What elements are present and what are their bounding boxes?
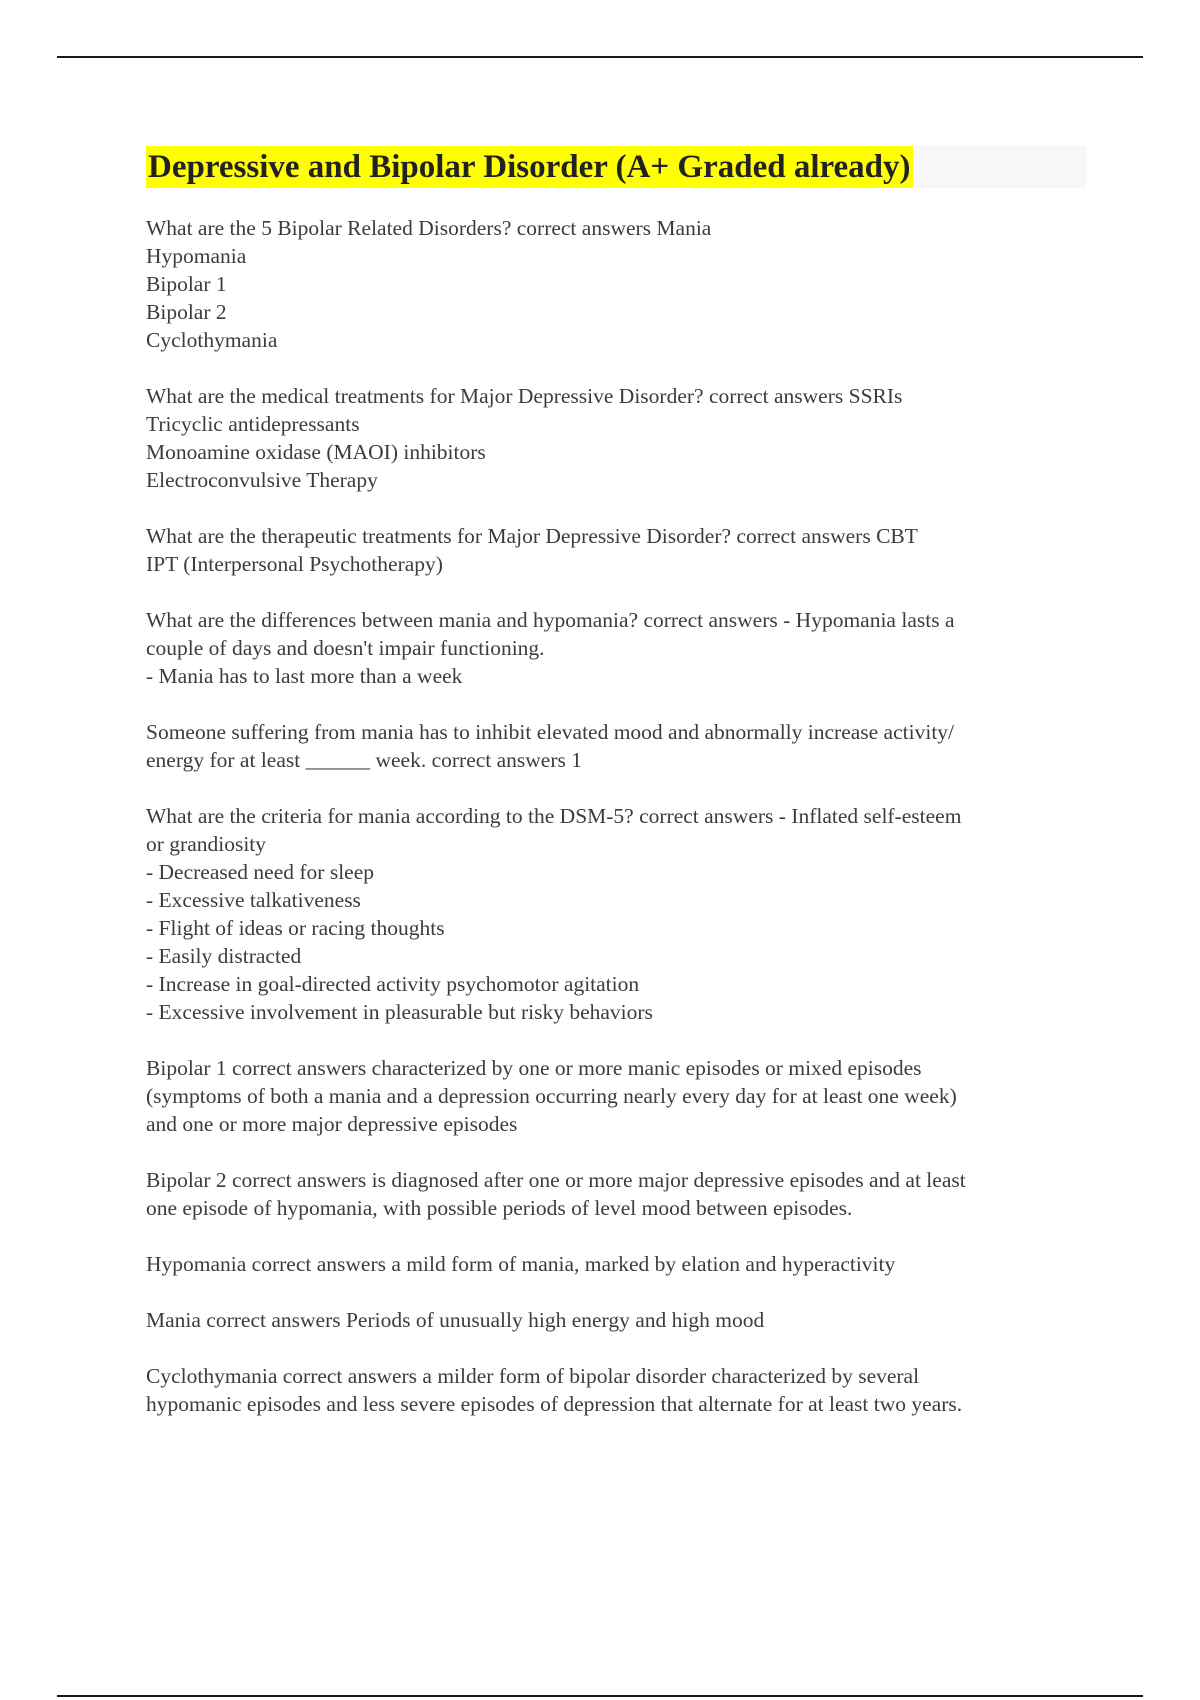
bottom-rule (57, 1695, 1143, 1697)
qa-item (146, 718, 1090, 774)
qa-item (146, 382, 1090, 494)
qa-item (146, 802, 1090, 1026)
qa-question-line: What are the criteria for mania according to the DSM-5? correct answers - Inflated self-esteem (146, 804, 962, 828)
title-block (146, 146, 1086, 188)
qa-item (146, 1166, 1090, 1222)
qa-question-line: What are the therapeutic treatments for Major Depressive Disorder? correct answers CBT (146, 524, 918, 548)
qa-question-line: Bipolar 2 correct answers is diagnosed after one or more major depressive episodes and at least (146, 1168, 966, 1192)
qa-answer-line: Bipolar 2 (146, 300, 227, 324)
qa-answer-line: - Flight of ideas or racing thoughts (146, 916, 445, 940)
qa-question-line: Mania correct answers Periods of unusually high energy and high mood (146, 1308, 765, 1332)
qa-answer-line: Cyclothymania (146, 328, 278, 352)
qa-answer-line: - Easily distracted (146, 944, 302, 968)
qa-item (146, 214, 1090, 354)
qa-answer-line: - Increase in goal-directed activity psychomotor agitation (146, 972, 640, 996)
qa-list (146, 214, 1090, 1418)
document-title: Depressive and Bipolar Disorder (A+ Graded already) (146, 146, 913, 188)
qa-answer-line: hypomanic episodes and less severe episodes of depression that alternate for at least two years. (146, 1392, 963, 1416)
qa-item (146, 1250, 1090, 1278)
qa-answer-line: Monoamine oxidase (MAOI) inhibitors (146, 440, 486, 464)
qa-answer-line: Electroconvulsive Therapy (146, 468, 378, 492)
qa-answer-line: IPT (Interpersonal Psychotherapy) (146, 552, 443, 576)
qa-answer-line: couple of days and doesn't impair functioning. (146, 636, 545, 660)
qa-item (146, 606, 1090, 690)
qa-answer-line: - Mania has to last more than a week (146, 664, 463, 688)
qa-answer-line: Tricyclic antidepressants (146, 412, 360, 436)
qa-answer-line: one episode of hypomania, with possible periods of level mood between episodes. (146, 1196, 853, 1220)
qa-item (146, 1306, 1090, 1334)
qa-answer-line: energy for at least ______ week. correct answers 1 (146, 748, 583, 772)
qa-answer-line: - Excessive involvement in pleasurable but risky behaviors (146, 1000, 653, 1024)
qa-question-line: Hypomania correct answers a mild form of mania, marked by elation and hyperactivity (146, 1252, 896, 1276)
qa-item (146, 1054, 1090, 1138)
qa-answer-line: Hypomania (146, 244, 247, 268)
qa-answer-line: - Excessive talkativeness (146, 888, 361, 912)
qa-answer-line: Bipolar 1 (146, 272, 227, 296)
qa-answer-line: (symptoms of both a mania and a depression occurring nearly every day for at least one week) (146, 1084, 957, 1108)
qa-item (146, 1362, 1090, 1418)
qa-question-line: What are the differences between mania and hypomania? correct answers - Hypomania lasts a (146, 608, 955, 632)
qa-question-line: What are the medical treatments for Major Depressive Disorder? correct answers SSRIs (146, 384, 903, 408)
qa-answer-line: or grandiosity (146, 832, 267, 856)
top-rule (57, 56, 1143, 58)
document-page (146, 146, 1090, 1446)
qa-question-line: Someone suffering from mania has to inhibit elevated mood and abnormally increase activity/ (146, 720, 955, 744)
qa-answer-line: - Decreased need for sleep (146, 860, 375, 884)
qa-item (146, 522, 1090, 578)
qa-question-line: What are the 5 Bipolar Related Disorders? correct answers Mania (146, 216, 712, 240)
qa-answer-line: and one or more major depressive episodes (146, 1112, 518, 1136)
qa-question-line: Cyclothymania correct answers a milder form of bipolar disorder characterized by several (146, 1364, 920, 1388)
qa-question-line: Bipolar 1 correct answers characterized by one or more manic episodes or mixed episodes (146, 1056, 922, 1080)
